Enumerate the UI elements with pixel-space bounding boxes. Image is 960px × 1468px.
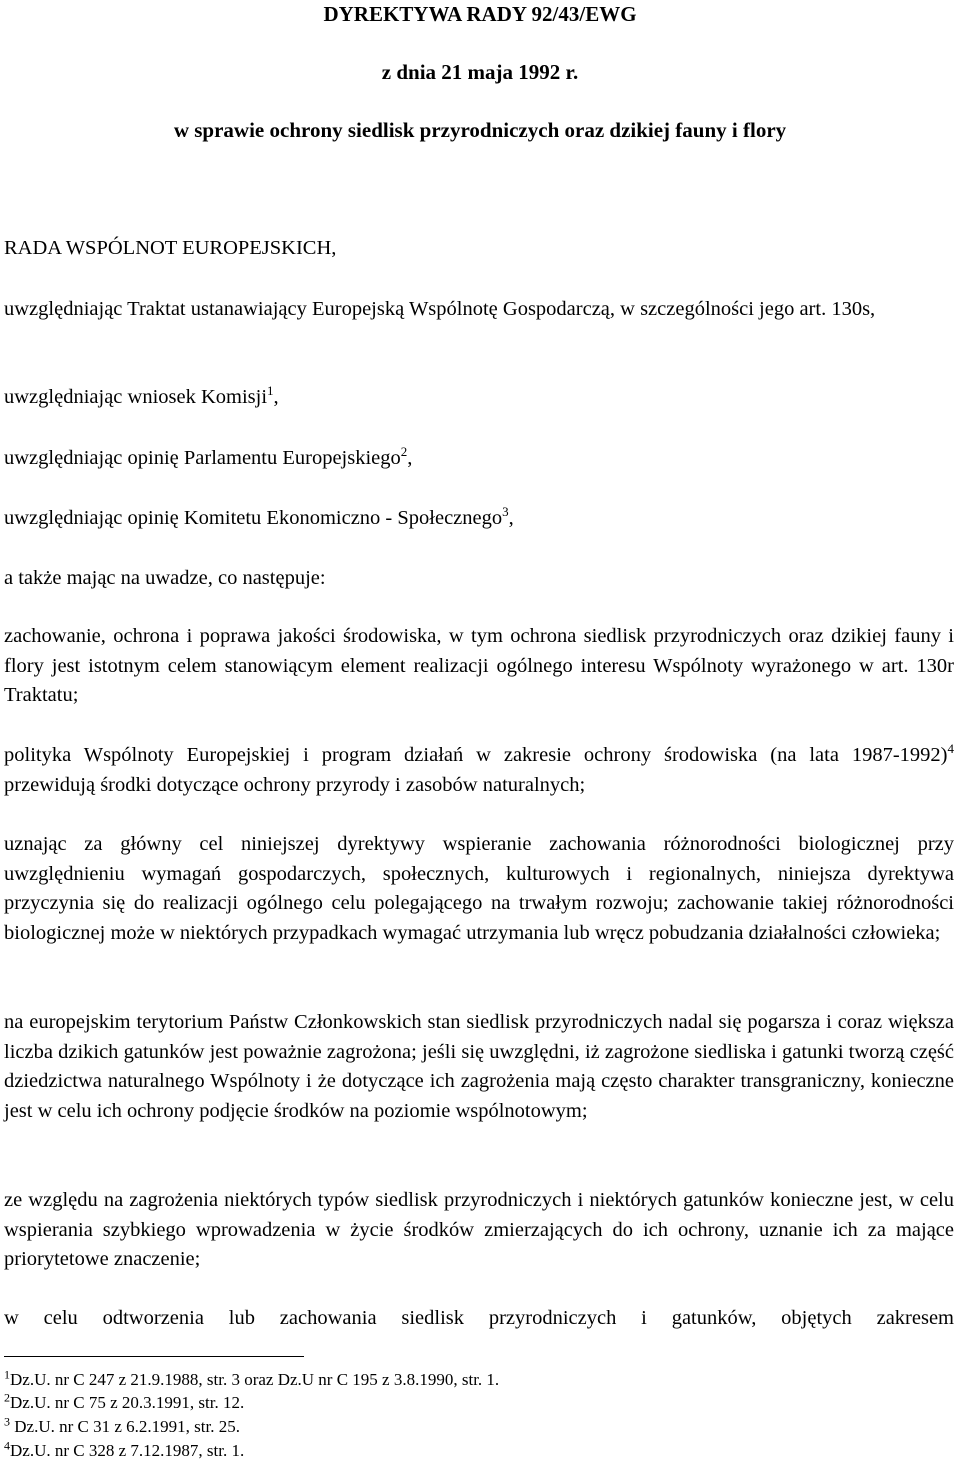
committee-text: uwzględniając opinię Komitetu Ekonomiczno - Społecznego <box>4 507 503 529</box>
committee-recital <box>4 504 954 534</box>
footnote-ref-1: 1 <box>267 383 274 399</box>
recital-1: zachowanie, ochrona i poprawa jakości środowiska, w tym ochrona siedlisk przyrodniczych oraz dzikiej fauny i flory jest istotnym celem stanowiącym element realizacji ogólnego interesu Wspólnoty wyrażonego w art. 130r Traktatu; <box>4 625 954 706</box>
commission-text: uwzględniając wniosek Komisji <box>4 386 268 408</box>
recital-3: uznając za główny cel niniejszej dyrektywy wspieranie zachowania różnorodności biologicznej przy uwzględnieniu wymagań gospodarczych, społecznych, kulturowych i regionalnych, niniejsza dyrektywa przyczynia się do realizacji ogólnego celu polegającego na trwałym rozwoju; zachowanie takiej różnorodności biologicznej może w niektórych przypadkach wymagać utrzymania lub wręcz pobudzania działalności człowieka; <box>4 833 954 944</box>
recital-5: ze względu na zagrożenia niektórych typów siedlisk przyrodniczych i niektórych gatunków konieczne jest, w celu wspierania szybkiego wprowadzenia w życie środków zmierzających do ich ochrony, uznanie ich za mające priorytetowe znaczenie; <box>4 1189 954 1270</box>
whereas-line: a także mając na uwadze, co następuje: <box>4 567 326 589</box>
document-date: z dnia 21 maja 1992 r. <box>381 60 579 84</box>
footnote-separator <box>4 1356 304 1357</box>
recital-6-start: w celu odtworzenia lub zachowania siedlisk przyrodniczych i gatunków, objętych zakresem <box>4 1307 954 1329</box>
commission-recital <box>4 383 954 413</box>
footnote-text: Dz.U. nr C 75 z 20.3.1991, str. 12. <box>10 1393 245 1412</box>
footnote-3 <box>4 1416 240 1438</box>
recital-2-text-b: przewidują środki dotyczące ochrony przyrody i zasobów naturalnych; <box>4 773 586 796</box>
footnote-text: Dz.U. nr C 247 z 21.9.1988, str. 3 oraz Dz.U nr C 195 z 3.8.1990, str. 1. <box>10 1370 500 1389</box>
document-subject: w sprawie ochrony siedlisk przyrodniczych oraz dzikiej fauny i flory <box>173 118 787 142</box>
document-title: DYREKTYWA RADY 92/43/EWG <box>323 2 637 26</box>
footnote-text: Dz.U. nr C 31 z 6.2.1991, str. 25. <box>10 1417 240 1436</box>
footnote-text: Dz.U. nr C 328 z 7.12.1987, str. 1. <box>10 1441 245 1460</box>
council-line: RADA WSPÓLNOT EUROPEJSKICH, <box>4 237 337 259</box>
footnote-4 <box>4 1440 244 1462</box>
treaty-recital: uwzględniając Traktat ustanawiający Europejską Wspólnotę Gospodarczą, w szczególności jego art. 130s, <box>4 298 876 320</box>
commission-tail: , <box>273 386 279 408</box>
parliament-text: uwzględniając opinię Parlamentu Europejskiego <box>4 447 401 469</box>
committee-tail: , <box>508 507 514 529</box>
footnote-number: 1 <box>4 1367 10 1382</box>
footnote-2 <box>4 1392 244 1414</box>
recital-2 <box>4 741 954 800</box>
recital-2-text-a: polityka Wspólnoty Europejskiej i program działań w zakresie ochrony środowiska (na lata 1987-1992) <box>4 744 948 766</box>
footnote-number: 3 <box>4 1414 10 1429</box>
recital-4: na europejskim terytorium Państw Członkowskich stan siedlisk przyrodniczych nadal się pogarsza i coraz większa liczba dzikich gatunków jest poważnie zagrożona; jeśli się uwzględni, iż zagrożone siedliska i gatunki tworzą część dziedzictwa naturalnego Wspólnoty i że dotyczące ich zagrożenia mają często charakter transgraniczny, konieczne jest w celu ich ochrony podjęcie środków na poziomie wspólnotowym; <box>4 1011 954 1122</box>
footnote-ref-2: 2 <box>400 444 408 460</box>
footnote-number: 4 <box>4 1438 10 1453</box>
parliament-tail: , <box>407 447 413 469</box>
parliament-recital <box>4 444 954 474</box>
footnote-ref-3: 3 <box>502 504 509 520</box>
footnote-1 <box>4 1369 499 1391</box>
footnote-ref-4: 4 <box>947 741 954 757</box>
footnote-number: 2 <box>4 1390 10 1405</box>
